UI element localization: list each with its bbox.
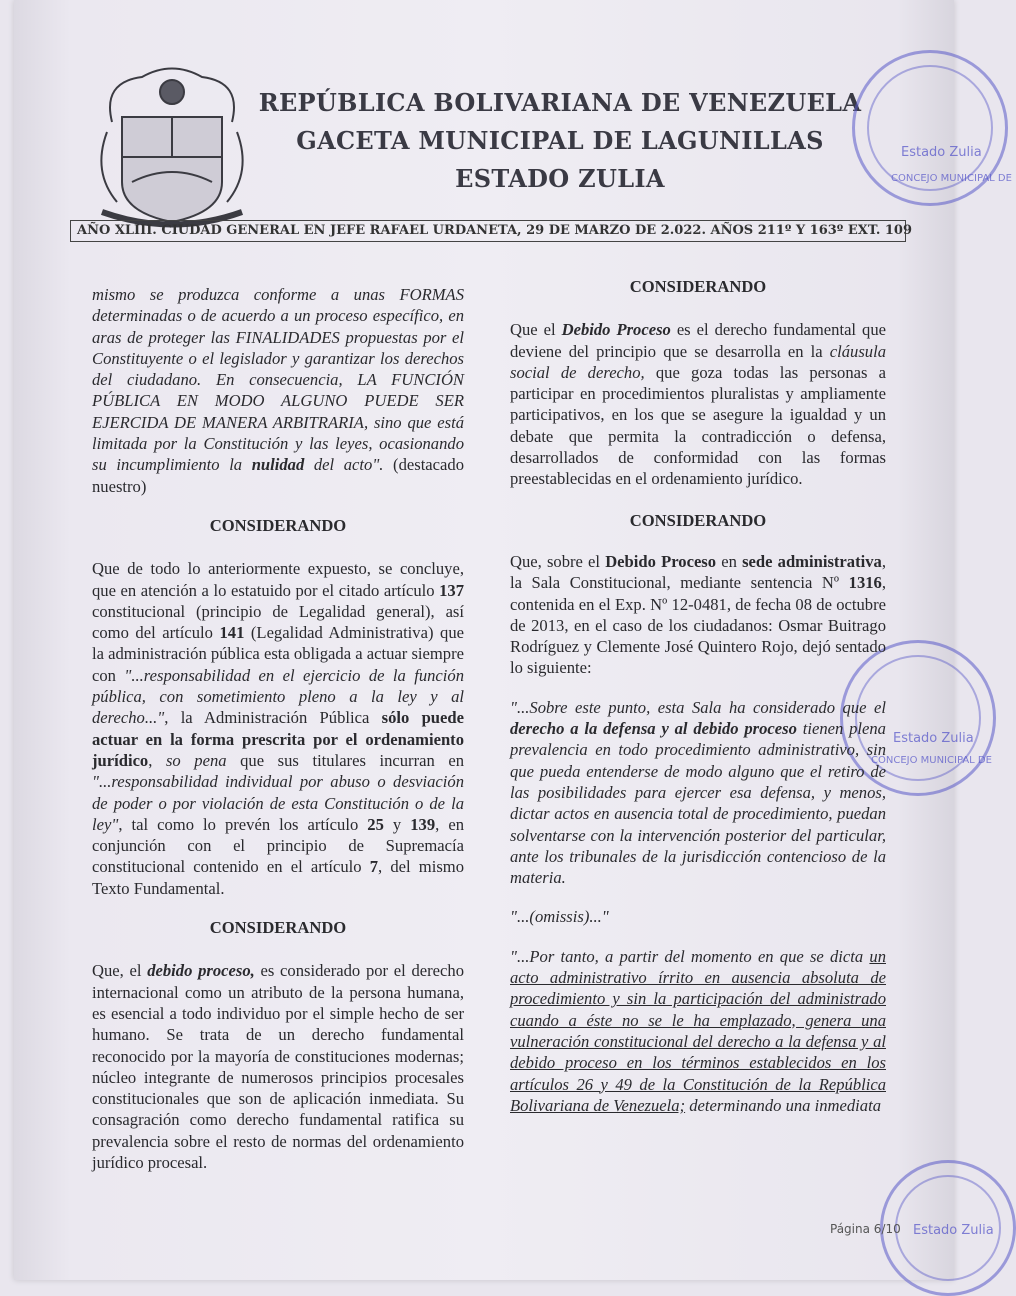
paragraph: Que, sobre el Debido Proceso en sede administrativa, la Sala Constitucional, mediante sentencia Nº 1316, contenida en el Exp. Nº 12-0481, de fecha 08 de octubre de 2013, en el caso de los ciudadanos: Osmar Buitrago Rodríguez y Clemente José Quintero Rojo, dejó sentado lo siguiente: (510, 551, 886, 678)
coat-of-arms-seal (92, 62, 252, 234)
quote-paragraph: "...Por tanto, a partir del momento en que se dicta un acto administrativo írrito en ausencia absoluta de procedimiento y sin la participación del administrado cuando a éste no se le ha emplazado, genera una vulneración constitucional del derecho a la defensa y al debido proceso en los términos establecidos en los artículos 26 y 49 de la Constitución de la República Bolivariana de Venezuela; determinando una inmediata (510, 946, 886, 1115)
issue-dateline: AÑO XLIII. CIUDAD GENERAL EN JEFE RAFAEL URDANETA, 29 DE MARZO DE 2.022. AÑOS 211º Y 163º EXT. 109 (70, 220, 906, 242)
header-republic: REPÚBLICA BOLIVARIANA DE VENEZUELA (258, 88, 862, 117)
section-heading: CONSIDERANDO (209, 918, 347, 938)
page-number: Página 6/10 (830, 1222, 901, 1236)
left-column (92, 284, 464, 1173)
quote-omission: "...(omissis)..." (510, 907, 609, 927)
paragraph: Que el Debido Proceso es el derecho fundamental que deviene del principio que se desarrolla en la cláusula social de derecho, que goza todas las personas a participar en procedimientos pluralistas y ampliamente participativos, en los que se asegure la igualdad y un debate que permita la contradicción o defensa, desarrollados de conformidad con las formas preestablecidas en el ordenamiento jurídico. (510, 320, 887, 489)
header-gazette: GACETA MUNICIPAL DE LAGUNILLAS (296, 126, 824, 155)
right-column (510, 276, 886, 1116)
stamp-text: Estado Zulia (913, 1223, 994, 1238)
official-stamp (852, 50, 1012, 206)
stamp-text: CONCEJO MUNICIPAL DE (871, 755, 992, 766)
paragraph: Que de todo lo anteriormente expuesto, se concluye, que en atención a lo estatuido por el citado artículo 137 constitucional (principio de Legalidad general), así como del artículo 141 (Legalidad Administrativa) que la administración pública esta obligada a actuar siempre con "...responsabilidad en el ejercicio de la función pública, con sometimiento pleno a la ley y al derecho...", la Administración Pública sólo puede actuar en la forma prescrita por el ordenamiento jurídico, so pena que sus titulares incurran en "...responsabilidad individual por abuso o desviación de poder o por violación de esta Constitución o de la ley", tal como lo prevén los artículo 25 y 139, en conjunción con el principio de Supremacía constitucional contenido en el artículo 7, del mismo Texto Fundamental. (92, 559, 465, 898)
header-state: ESTADO ZULIA (455, 164, 665, 193)
section-heading: CONSIDERANDO (629, 510, 767, 530)
quote-paragraph: "...Sobre este punto, esta Sala ha considerado que el derecho a la defensa y al debido proceso tienen plena prevalencia en todo procedimiento administrativo, sin que pueda entenderse de modo alguno que el retiro de las posibilidades para ejercer esa defensa, y menos, dictar actos en ausencia total de procedimiento, puedan solventarse con la intervención posterior del particular, ante los tribunales de la jurisdicción contencioso de la materia. (510, 697, 886, 888)
stamp-text: CONCEJO MUNICIPAL DE (891, 173, 1012, 184)
section-heading: CONSIDERANDO (629, 277, 767, 296)
stamp-text: Estado Zulia (893, 731, 974, 746)
paragraph: mismo se produzca conforme a unas FORMAS determinadas o de acuerdo a un proceso específico, en aras de proteger las FINALIDADES propuestas por el Constituyente o el legislador y garantizar los derechos del ciudadano. En consecuencia, LA FUNCIÓN PÚBLICA EN MODO ALGUNO PUEDE SER EJERCIDA DE MANERA ARBITRARIA, sino que está limitada por la Constitución y las leyes, ocasionando su incumplimiento la nulidad del acto". (destacado nuestro) (92, 285, 464, 496)
section-heading: CONSIDERANDO (209, 515, 347, 535)
paragraph: Que, el debido proceso, es considerado por el derecho internacional como un atributo de la persona humana, es esencial a todo individuo por el simple hecho de ser humano. Se trata de un derecho fundamental reconocido por la mayoría de constituciones modernas; núcleo integrante de numerosos principios procesales constitucionales que son de aplicación inmediata. Su consagración como derecho fundamental ratifica su prevalencia sobre el resto de normas del ordenamiento jurídico procesal. (92, 961, 464, 1172)
stamp-text: Estado Zulia (901, 145, 982, 160)
